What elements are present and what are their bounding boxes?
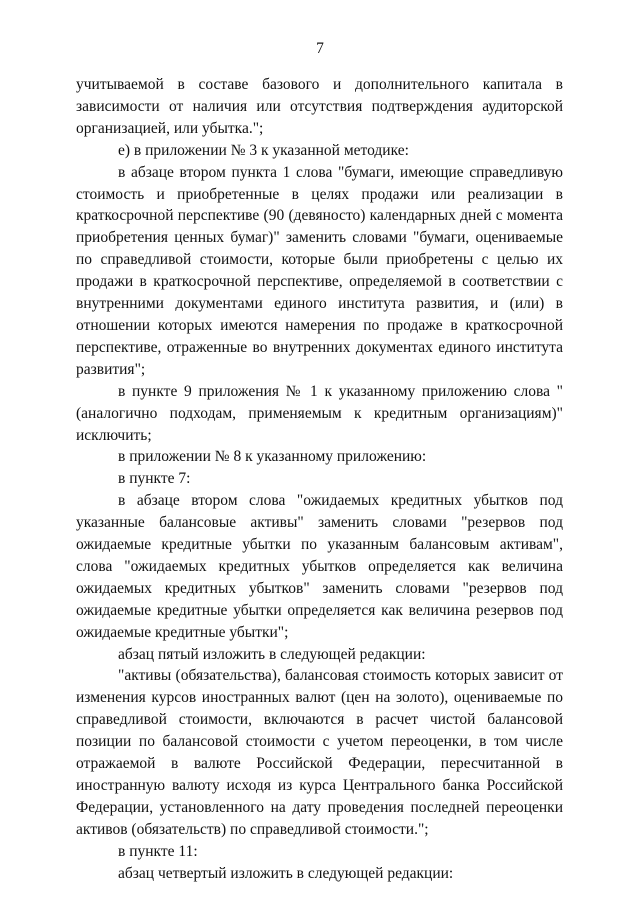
paragraph-4: в пункте 9 приложения № 1 к указанному приложению слова "(аналогично подходам, применяемым к кредитным организациям)" исключить; bbox=[76, 382, 563, 444]
paragraph-11: абзац четвертый изложить в следующей редакции: bbox=[118, 864, 454, 882]
paragraph-3: в абзаце втором пункта 1 слова "бумаги, имеющие справедливую стоимость и приобретенные в целях продажи или реализации в краткосрочной перспективе (90 (девяносто) календарных дней с момента приобретения ценных бумаг)" заменить словами "бумаги, оцениваемые по справедливой стоимости, которые были приобретены с целью их продажи в краткосрочной перспективе, определяемой в соответствии с внутренними документами единого института развития, и (или) в отношении которых имеются намерения по продаже в краткосрочной перспективе, отраженные во внутренних документах единого института развития"; bbox=[76, 163, 563, 378]
page-number: 7 bbox=[316, 40, 324, 57]
paragraph-1: учитываемой в составе базового и дополнительного капитала в зависимости от наличия или отсутствия подтверждения аудиторской организацией, или убытка."; bbox=[76, 76, 563, 137]
paragraph-7: в абзаце втором слова "ожидаемых кредитных убытков под указанные балансовые активы" заменить словами "резервов под ожидаемые кредитные убытки по указанным балансовым активам", слова "ожидаемых кредитных убытков определяется как величина ожидаемых кредитных убытков" заменить словами "резервов под ожидаемые кредитные убытки определяется как величина резервов под ожидаемые кредитные убытки"; bbox=[76, 492, 563, 641]
paragraph-5: в приложении № 8 к указанному приложению: bbox=[118, 448, 427, 466]
paragraph-2: е) в приложении № 3 к указанной методике: bbox=[118, 141, 409, 159]
paragraph-6: в пункте 7: bbox=[118, 470, 191, 488]
document-body bbox=[76, 74, 563, 885]
paragraph-10: в пункте 11: bbox=[118, 842, 198, 860]
paragraph-8: абзац пятый изложить в следующей редакции: bbox=[118, 645, 426, 663]
paragraph-9: "активы (обязательства), балансовая стоимость которых зависит от изменения курсов иностранных валют (цен на золото), оцениваемые по справедливой стоимости, включаются в расчет чистой балансовой позиции по балансовой стоимости с учетом переоценки, в том числе отражаемой в валюте Российской Федерации, пересчитанной в иностранную валюту исходя из курса Центрального банка Российской Федерации, установленного на дату проведения последней переоценки активов (обязательств) по справедливой стоимости."; bbox=[76, 667, 563, 838]
